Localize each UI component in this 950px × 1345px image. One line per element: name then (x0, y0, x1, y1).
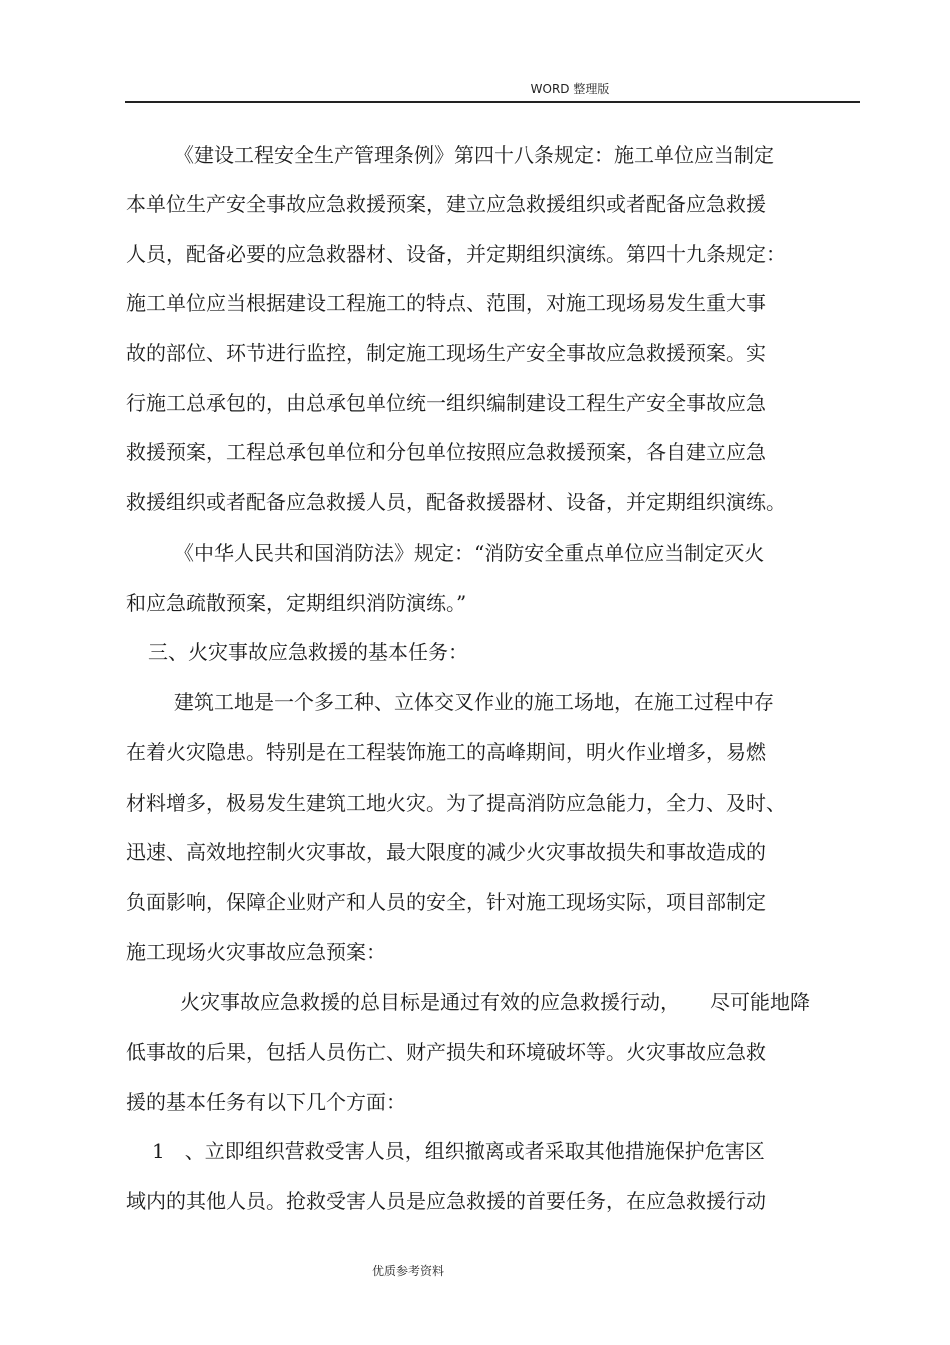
body-line: 火灾事故应急救援的总目标是通过有效的应急救援行动， 尽可能地降 (180, 990, 810, 1014)
body-line: 和应急疏散预案，定期组织消防演练。” (126, 591, 467, 615)
body-line: 本单位生产安全事故应急救援预案，建立应急救援组织或者配备应急救援 (126, 192, 766, 216)
body-line: 施工单位应当根据建设工程施工的特点、范围，对施工现场易发生重大事 (126, 291, 766, 315)
body-line: 救援组织或者配备应急救援人员，配备救援器材、设备，并定期组织演练。 (126, 490, 786, 514)
body-line: 人员，配备必要的应急救器材、设备，并定期组织演练。第四十九条规定： (126, 242, 786, 266)
body-line: 救援预案，工程总承包单位和分包单位按照应急救援预案，各自建立应急 (126, 440, 766, 464)
numbered-item: 1 、立即组织营救受害人员，组织撤离或者采取其他措施保护危害区 (152, 1139, 765, 1163)
body-line: 低事故的后果，包括人员伤亡、财产损失和环境破坏等。火灾事故应急救 (126, 1040, 766, 1064)
body-line: 在着火灾隐患。特别是在工程装饰施工的高峰期间，明火作业增多，易燃 (126, 740, 766, 764)
body-line: 迅速、高效地控制火灾事故，最大限度的减少火灾事故损失和事故造成的 (126, 840, 766, 864)
header-rule (125, 101, 860, 103)
body-line: 《中华人民共和国消防法》规定：“消防安全重点单位应当制定灭火 (174, 541, 765, 565)
body-line: 施工现场火灾事故应急预案： (126, 940, 386, 964)
page-footer: 优质参考资料 (372, 1264, 445, 1278)
body-line: 建筑工地是一个多工种、立体交叉作业的施工场地，在施工过程中存 (174, 690, 774, 714)
body-line: 故的部位、环节进行监控，制定施工现场生产安全事故应急救援预案。实 (126, 341, 766, 365)
body-line: 《建设工程安全生产管理条例》第四十八条规定：施工单位应当制定 (174, 143, 774, 167)
body-line: 域内的其他人员。抢救受害人员是应急救援的首要任务，在应急救援行动 (126, 1189, 766, 1213)
body-line: 材料增多，极易发生建筑工地火灾。为了提高消防应急能力，全力、及时、 (126, 791, 786, 815)
body-line: 援的基本任务有以下几个方面： (126, 1090, 406, 1114)
body-line: 行施工总承包的，由总承包单位统一组织编制建设工程生产安全事故应急 (126, 391, 766, 415)
page-header (0, 80, 950, 97)
body-line: 负面影响，保障企业财产和人员的安全，针对施工现场实际，项目部制定 (126, 890, 766, 914)
section-heading: 三、火灾事故应急救援的基本任务： (148, 640, 468, 664)
header-text: WORD 整理版 (530, 82, 610, 96)
